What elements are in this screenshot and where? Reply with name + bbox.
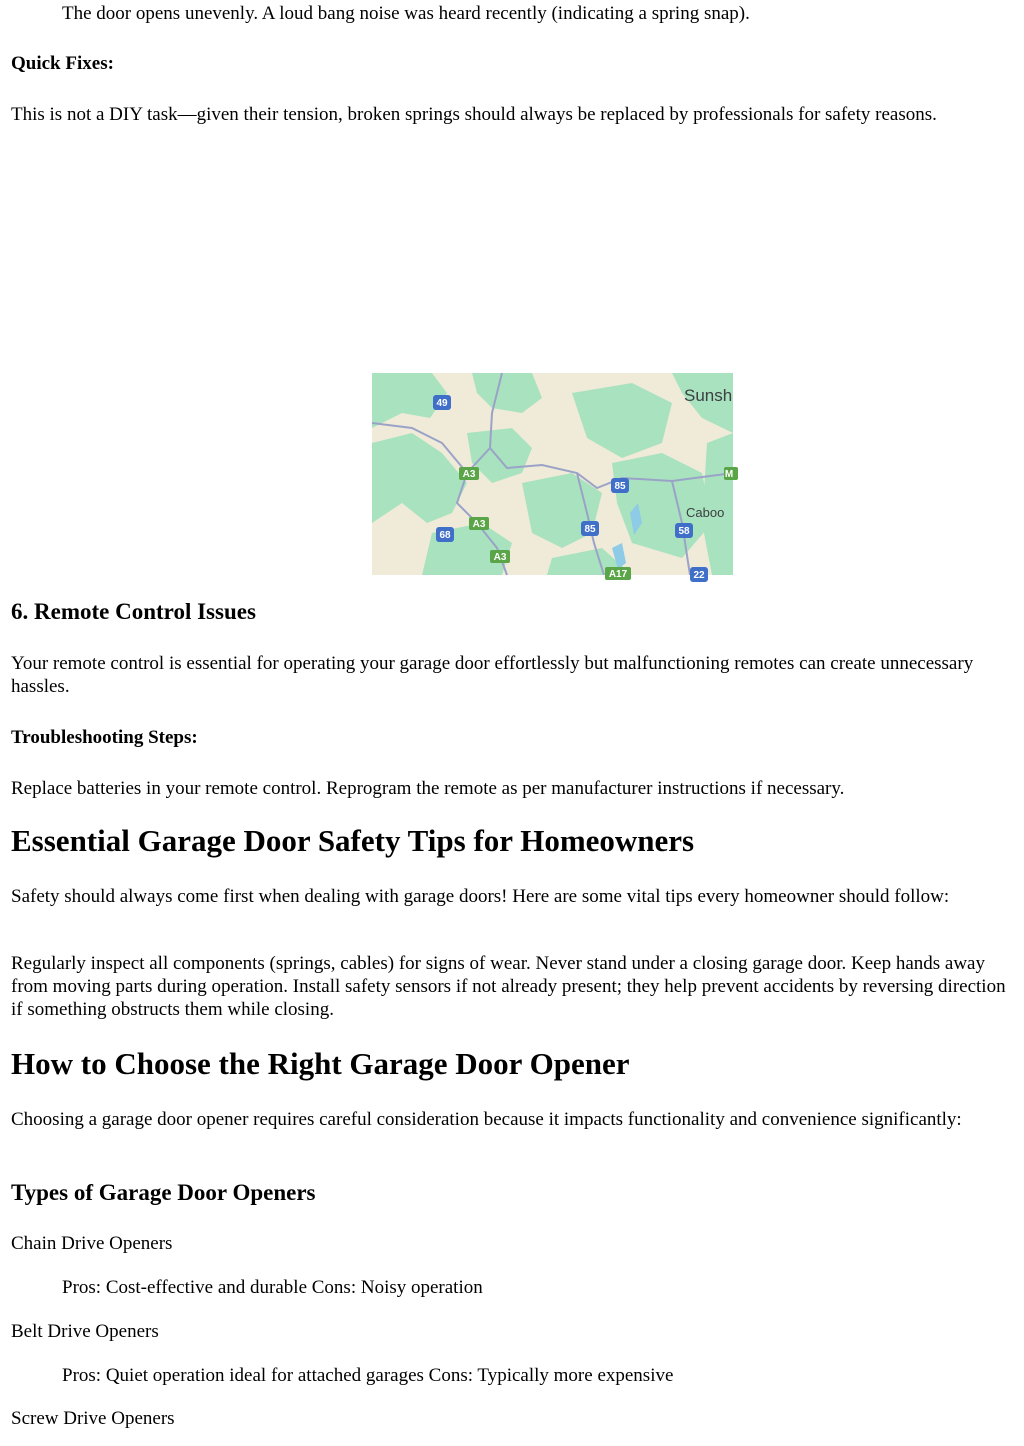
quick-fixes-body: This is not a DIY task—given their tension, broken springs should always be replaced by professionals for safety reasons. xyxy=(11,104,937,125)
opener-intro: Choosing a garage door opener requires careful consideration because it impacts functionality and convenience significantly: xyxy=(11,1109,962,1130)
route-badge-a3-3 xyxy=(490,550,510,563)
route-badge-m49 xyxy=(433,395,451,410)
svg-text:22: 22 xyxy=(693,570,705,581)
route-badge-m85-1 xyxy=(611,478,629,493)
route-badge-a3-2 xyxy=(469,517,489,530)
map-graphic xyxy=(372,373,734,581)
troubleshooting-heading: Troubleshooting Steps: xyxy=(11,727,198,748)
route-badge-m-edge xyxy=(724,467,738,480)
svg-text:68: 68 xyxy=(439,530,451,541)
svg-text:M: M xyxy=(724,469,734,480)
safety-intro: Safety should always come first when dealing with garage doors! Here are some vital tips every homeowner should follow: xyxy=(11,886,950,907)
belt-drive-label: Belt Drive Openers xyxy=(11,1321,159,1342)
svg-text:49: 49 xyxy=(436,398,448,409)
safety-tips-heading: Essential Garage Door Safety Tips for Homeowners xyxy=(11,823,695,858)
route-badge-m22 xyxy=(690,567,708,582)
route-badge-m68 xyxy=(436,527,454,542)
map-image xyxy=(372,373,734,581)
screw-drive-label: Screw Drive Openers xyxy=(11,1408,175,1429)
route-badge-m85-2 xyxy=(581,521,599,536)
opener-heading: How to Choose the Right Garage Door Opener xyxy=(11,1046,630,1081)
svg-text:A3: A3 xyxy=(493,552,507,563)
remote-control-heading: 6. Remote Control Issues xyxy=(11,599,256,624)
route-badge-a3-1 xyxy=(459,467,479,480)
svg-text:85: 85 xyxy=(584,524,596,535)
safety-tips-body: Regularly inspect all components (springs, cables) for signs of wear. Never stand under a closing garage door. Keep hands away from moving parts during operation. Install safety sensors if not already present; they help prevent accidents by reversing direction if something obstructs them while closing. xyxy=(11,953,1006,1020)
remote-control-body: Your remote control is essential for operating your garage door effortlessly but malfunctioning remotes can create unnecessary hassles. xyxy=(11,653,974,697)
route-badge-a17 xyxy=(605,567,631,580)
quick-fixes-heading: Quick Fixes: xyxy=(11,53,114,74)
svg-text:A3: A3 xyxy=(472,519,486,530)
symptom-text: The door opens unevenly. A loud bang noise was heard recently (indicating a spring snap). xyxy=(62,3,750,24)
svg-text:A17: A17 xyxy=(608,569,628,580)
map-place-label-sunsh: Sunsh xyxy=(684,386,733,405)
belt-drive-pros-cons: Pros: Quiet operation ideal for attached garages Cons: Typically more expensive xyxy=(62,1365,674,1386)
opener-types-heading: Types of Garage Door Openers xyxy=(11,1180,316,1205)
svg-text:A3: A3 xyxy=(462,469,476,480)
svg-text:85: 85 xyxy=(614,481,626,492)
chain-drive-pros-cons: Pros: Cost-effective and durable Cons: Noisy operation xyxy=(62,1277,483,1298)
map-place-label-caboo: Caboo xyxy=(686,505,725,520)
troubleshooting-body: Replace batteries in your remote control. Reprogram the remote as per manufacturer instructions if necessary. xyxy=(11,778,845,799)
svg-text:58: 58 xyxy=(678,526,690,537)
chain-drive-label: Chain Drive Openers xyxy=(11,1233,173,1254)
route-badge-m58 xyxy=(675,523,693,538)
